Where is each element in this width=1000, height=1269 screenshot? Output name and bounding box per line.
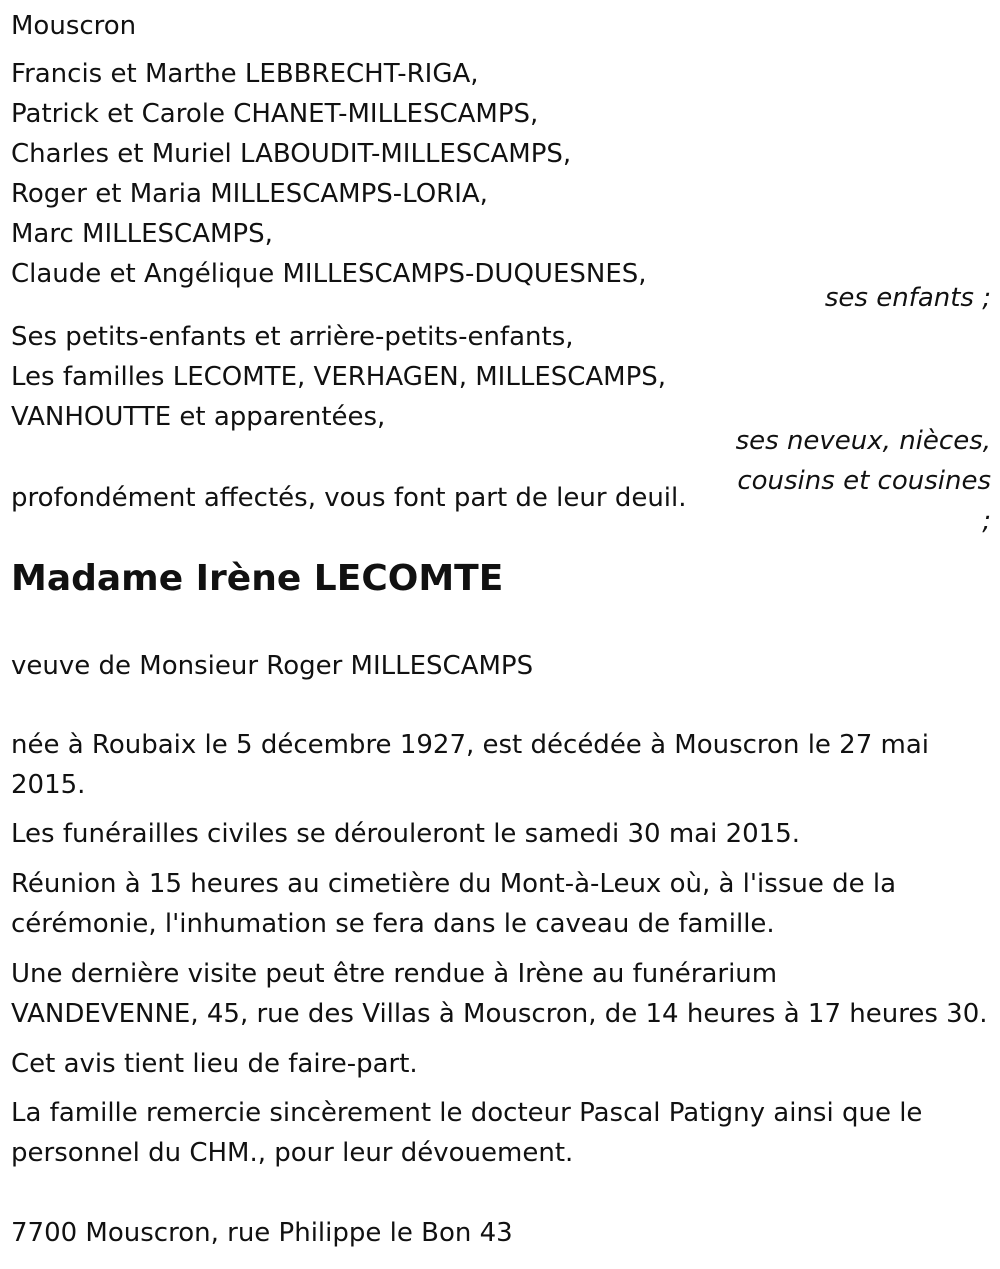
children-label: ses enfants ; [824,283,991,313]
relatives-line: Ses petits-enfants et arrière-petits-enfants, [11,322,574,352]
thanks-line: La famille remercie sincèrement le docteur Pascal Patigny ainsi que le [11,1098,923,1128]
widow-of-text: veuve de Monsieur Roger MILLESCAMPS [11,651,534,681]
relatives-label-line: cousins et cousines [737,466,991,496]
visit-line: Une dernière visite peut être rendue à Irène au funérarium [11,959,778,989]
announcement-text: profondément affectés, vous font part de leur deuil. [11,483,687,513]
notice-text: Cet avis tient lieu de faire-part. [11,1049,418,1079]
birth-death-line: née à Roubaix le 5 décembre 1927, est décédée à Mouscron le 27 mai [11,730,930,760]
family-line: Charles et Muriel LABOUDIT-MILLESCAMPS, [11,139,572,169]
birth-death-line: 2015. [11,770,86,800]
deceased-name: Madame Irène LECOMTE [11,558,504,599]
family-line: Francis et Marthe LEBBRECHT-RIGA, [11,59,479,89]
family-line: Roger et Maria MILLESCAMPS-LORIA, [11,179,488,209]
address-text: 7700 Mouscron, rue Philippe le Bon 43 [11,1218,513,1248]
relatives-label-line: ; [982,506,991,536]
meeting-line: Réunion à 15 heures au cimetière du Mont-à-Leux où, à l'issue de la [11,869,897,899]
relatives-line: Les familles LECOMTE, VERHAGEN, MILLESCAMPS, [11,362,667,392]
family-line: Claude et Angélique MILLESCAMPS-DUQUESNES, [11,259,647,289]
funeral-text: Les funérailles civiles se dérouleront le samedi 30 mai 2015. [11,819,801,849]
relatives-label-line: ses neveux, nièces, [735,426,991,456]
thanks-line: personnel du CHM., pour leur dévouement. [11,1138,574,1168]
relatives-line: VANHOUTTE et apparentées, [11,402,386,432]
visit-line: VANDEVENNE, 45, rue des Villas à Mouscron, de 14 heures à 17 heures 30. [11,999,988,1029]
family-line: Marc MILLESCAMPS, [11,219,273,249]
meeting-line: cérémonie, l'inhumation se fera dans le caveau de famille. [11,909,775,939]
obituary-notice [11,0,991,1269]
family-line: Patrick et Carole CHANET-MILLESCAMPS, [11,99,539,129]
place-heading: Mouscron [11,11,137,41]
